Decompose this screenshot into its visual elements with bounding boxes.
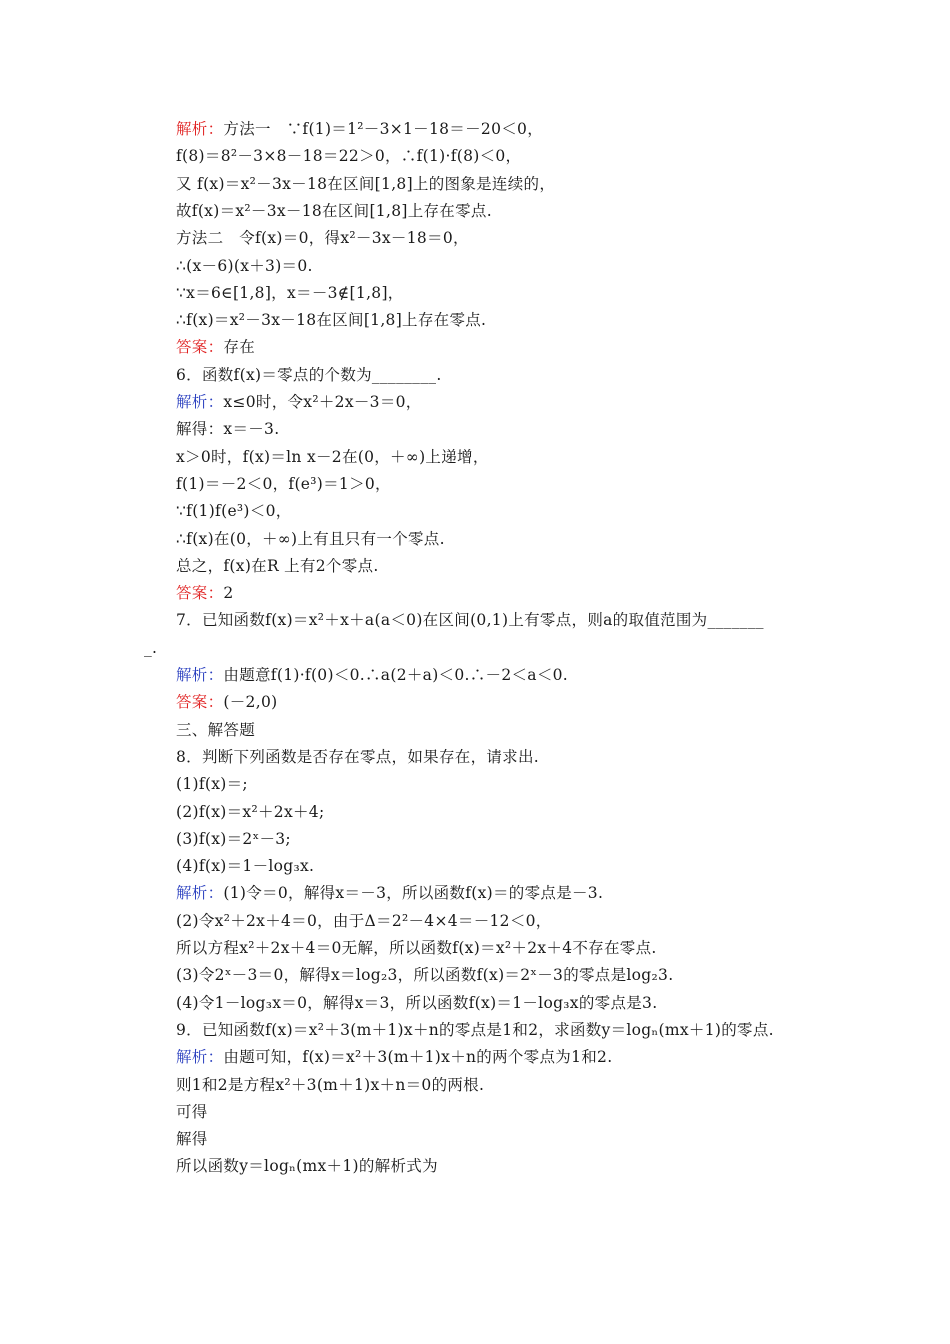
text-line [176, 1046, 612, 1068]
line-text: (2)f(x)＝x²＋2x＋4; [176, 802, 325, 821]
line-text: ∴(x－6)(x＋3)＝0. [176, 256, 313, 275]
text-line [176, 336, 255, 358]
line-text: (4)f(x)＝1－log₃x. [176, 857, 315, 876]
text-line [176, 964, 673, 986]
line-text: 9．已知函数f(x)＝x²＋3(m＋1)x＋n的零点是1和2，求函数y＝logₙ(mx＋1)的零点. [176, 1020, 774, 1039]
text-line [176, 910, 552, 932]
line-text: 解得：x＝－3. [176, 420, 280, 439]
line-text: ∴f(x)＝x²－3x－18在区间[1,8]上存在零点. [176, 311, 487, 330]
line-text: 存在 [223, 338, 256, 357]
text-line [176, 855, 314, 877]
line-label: 解析： [176, 666, 224, 684]
text-line [144, 637, 157, 659]
line-label: 答案： [176, 693, 224, 712]
line-text: ∵f(1)f(e³)＜0， [176, 502, 292, 521]
line-label: 解析： [176, 884, 224, 903]
line-text: (1)令＝0，解得x＝－3，所以函数f(x)＝的零点是－3. [223, 884, 604, 903]
text-line [176, 746, 539, 768]
line-text: 由题意f(1)·f(0)＜0.∴a(2＋a)＜0.∴－2＜a＜0. [223, 666, 569, 684]
text-line [176, 173, 555, 195]
text-line [176, 282, 404, 304]
line-text: 可得 [176, 1102, 208, 1121]
line-text: f(1)＝－2＜0，f(e³)＝1＞0， [176, 474, 391, 493]
text-line [176, 1019, 774, 1041]
line-text: (－2,0) [223, 693, 278, 712]
text-line [176, 937, 657, 959]
text-line [176, 255, 313, 277]
line-label: 答案： [176, 584, 224, 603]
text-line [176, 309, 486, 331]
line-text: 6．函数f(x)＝零点的个数为________. [176, 365, 442, 384]
line-text: (2)令x²＋2x＋4＝0，由于Δ＝2²－4×4＝－12＜0， [176, 911, 552, 930]
text-line [176, 364, 442, 386]
line-text: 又 f(x)＝x²－3x－18在区间[1,8]上的图象是连续的， [176, 174, 556, 193]
line-text: x≤0时，令x²＋2x－3＝0， [223, 393, 422, 411]
line-text: ∴f(x)在(0，＋∞)上有且只有一个零点. [176, 529, 445, 548]
text-line [176, 555, 379, 577]
text-line [176, 145, 521, 167]
line-text: ∵x＝6∈[1,8]，x＝－3∉[1,8]， [176, 283, 404, 302]
line-text: 8．判断下列函数是否存在零点，如果存在，请求出. [176, 747, 539, 766]
line-label: 解析： [176, 1048, 224, 1067]
text-line [176, 1128, 208, 1150]
line-label: 解析： [176, 393, 224, 411]
text-line [176, 227, 469, 249]
text-line [176, 992, 657, 1014]
line-text: 所以方程x²＋2x＋4＝0无解，所以函数f(x)＝x²＋2x＋4不存在零点. [176, 939, 657, 957]
text-line [176, 882, 603, 904]
line-text: 所以函数y＝logₙ(mx＋1)的解析式为 [176, 1157, 438, 1176]
text-line [176, 691, 277, 713]
text-line [176, 664, 568, 686]
text-line [176, 200, 492, 222]
text-line [176, 1074, 484, 1096]
line-text: 三、解答题 [176, 720, 256, 739]
line-label: 解析： [176, 120, 224, 138]
line-text: _. [144, 638, 158, 657]
line-text: f(8)＝8²－3×8－18＝22＞0，∴f(1)·f(8)＜0， [176, 147, 522, 166]
text-line [176, 500, 292, 522]
text-line [176, 1101, 208, 1123]
line-label: 答案： [176, 338, 224, 357]
text-line [176, 773, 248, 795]
line-text: 则1和2是方程x²＋3(m＋1)x＋n＝0的两根. [176, 1075, 485, 1094]
text-line [176, 473, 391, 495]
line-text: 总之，f(x)在R 上有2个零点. [176, 556, 379, 575]
text-line [176, 528, 445, 550]
line-text: 方法一 ∵f(1)＝1²－3×1－18＝－20＜0， [223, 120, 543, 138]
text-line [176, 609, 764, 631]
text-line [176, 582, 234, 604]
line-text: (4)令1－log₃x＝0，解得x＝3，所以函数f(x)＝1－log₃x的零点是3. [176, 993, 658, 1012]
text-line [176, 118, 543, 140]
text-line [176, 719, 255, 741]
line-text: x＞0时，f(x)＝ln x－2在(0，＋∞)上递增， [176, 447, 489, 466]
line-text: 方法二 令f(x)＝0，得x²－3x－18＝0， [176, 229, 469, 248]
text-line [176, 391, 422, 413]
line-text: 解得 [176, 1130, 208, 1149]
text-line [176, 418, 279, 440]
line-text: (3)f(x)＝2ˣ－3; [176, 829, 291, 848]
text-line [176, 828, 291, 850]
text-line [176, 1155, 438, 1177]
line-text: 2 [223, 584, 234, 603]
text-line [176, 801, 324, 823]
text-line [176, 446, 489, 468]
line-text: 由题可知，f(x)＝x²＋3(m＋1)x＋n的两个零点为1和2. [223, 1048, 613, 1067]
line-text: 故f(x)＝x²－3x－18在区间[1,8]上存在零点. [176, 201, 492, 220]
line-text: 7．已知函数f(x)＝x²＋x＋a(a＜0)在区间(0,1)上有零点，则a的取值范围为_______ [176, 611, 764, 630]
line-text: (3)令2ˣ－3＝0，解得x＝log₂3，所以函数f(x)＝2ˣ－3的零点是log₂3. [176, 966, 674, 985]
line-text: (1)f(x)＝; [176, 775, 248, 794]
